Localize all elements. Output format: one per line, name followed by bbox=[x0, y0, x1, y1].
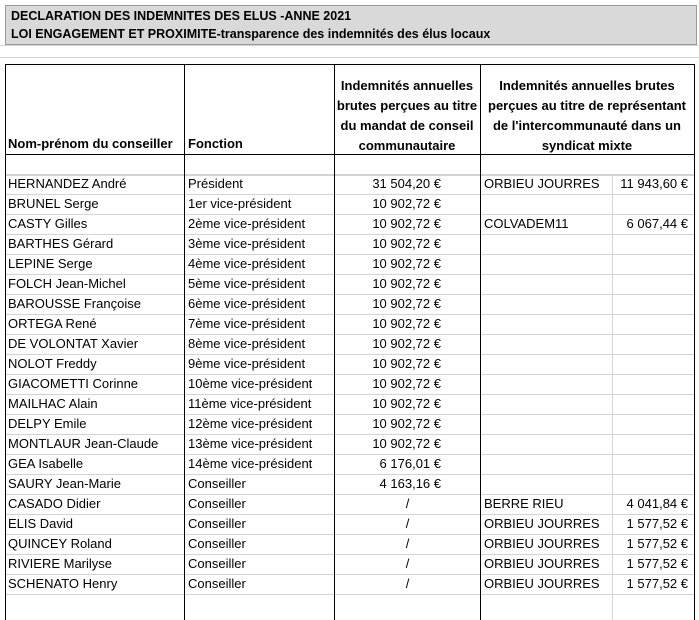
council-amount-cell: / bbox=[405, 556, 410, 571]
council-amount-cell: 10 902,72 € bbox=[372, 316, 441, 331]
person-name: ELIS David bbox=[8, 516, 74, 531]
syndicate-name-cell bbox=[484, 254, 612, 274]
grid-hline bbox=[5, 594, 695, 595]
council-amount-cell: 10 902,72 € bbox=[372, 376, 441, 391]
grid-vline bbox=[480, 64, 481, 620]
syndicate-name-cell bbox=[484, 294, 612, 314]
person-name: GEA Isabelle bbox=[8, 456, 84, 471]
header-function: Fonction bbox=[188, 136, 243, 151]
function-cell: 3ème vice-président bbox=[188, 236, 306, 251]
person-name: GIACOMETTI Corinne bbox=[8, 376, 139, 391]
syndicate-amount-cell bbox=[614, 194, 688, 214]
grid-vline bbox=[5, 64, 6, 620]
syndicate-name-cell bbox=[484, 314, 612, 334]
syndicate-name-cell bbox=[484, 274, 612, 294]
syndicate-amount-cell bbox=[614, 414, 688, 434]
person-name: SAURY Jean-Marie bbox=[8, 476, 121, 491]
council-amount-cell: / bbox=[405, 576, 410, 591]
person-name: MONTLAUR Jean-Claude bbox=[8, 436, 159, 451]
council-amount-cell: 10 902,72 € bbox=[372, 256, 441, 271]
council-amount-cell: 10 902,72 € bbox=[372, 416, 441, 431]
person-name: CASADO Didier bbox=[8, 496, 101, 511]
syndicate-amount-cell: 1 577,52 € bbox=[626, 576, 688, 591]
council-amount-cell: 4 163,16 € bbox=[379, 476, 441, 491]
syndicate-name-cell: ORBIEU JOURRES bbox=[484, 516, 600, 531]
person-name: CASTY Gilles bbox=[8, 216, 88, 231]
grid-vline bbox=[184, 64, 185, 620]
syndicate-amount-cell: 4 041,84 € bbox=[626, 496, 688, 511]
syndicate-name-cell bbox=[484, 474, 612, 494]
person-name: NOLOT Freddy bbox=[8, 356, 97, 371]
syndicate-amount-cell: 6 067,44 € bbox=[626, 216, 688, 231]
syndicate-amount-cell: 11 943,60 € bbox=[620, 176, 688, 191]
header-syndicate-indemnity: Indemnités annuelles brutes perçues au titre de représentant de l'intercommunauté dans un syndicat mixte bbox=[488, 78, 686, 153]
syndicate-name-cell bbox=[484, 334, 612, 354]
grid-vline bbox=[694, 64, 695, 620]
syndicate-name-cell bbox=[484, 374, 612, 394]
syndicate-name-cell bbox=[484, 434, 612, 454]
function-cell: 9ème vice-président bbox=[188, 356, 306, 371]
title-line-2: LOI ENGAGEMENT ET PROXIMITE-transparence des indemnités des élus locaux bbox=[11, 27, 491, 41]
title-box bbox=[5, 5, 697, 45]
function-cell: 2ème vice-président bbox=[188, 216, 306, 231]
title-line-1: DECLARATION DES INDEMNITES DES ELUS -ANNE 2021 bbox=[11, 9, 352, 23]
function-cell: 4ème vice-président bbox=[188, 256, 306, 271]
grid-hline bbox=[0, 45, 699, 46]
function-cell: Conseiller bbox=[188, 576, 246, 591]
function-cell: 7ème vice-président bbox=[188, 316, 306, 331]
council-amount-cell: 10 902,72 € bbox=[372, 216, 441, 231]
function-cell: 5ème vice-président bbox=[188, 276, 306, 291]
syndicate-name-cell: BERRE RIEU bbox=[484, 496, 564, 511]
header-council-indemnity: Indemnités annuelles brutes perçues au titre du mandat de conseil communautaire bbox=[336, 78, 478, 153]
person-name: HERNANDEZ André bbox=[8, 176, 127, 191]
function-cell: Conseiller bbox=[188, 516, 246, 531]
function-cell: 11ème vice-président bbox=[188, 396, 312, 411]
grid-hline bbox=[5, 64, 695, 65]
function-cell: Conseiller bbox=[188, 556, 246, 571]
person-name: BRUNEL Serge bbox=[8, 196, 99, 211]
function-cell: Président bbox=[188, 176, 243, 191]
person-name: FOLCH Jean-Michel bbox=[8, 276, 126, 291]
function-cell: Conseiller bbox=[188, 536, 246, 551]
syndicate-name-cell: ORBIEU JOURRES bbox=[484, 536, 600, 551]
syndicate-amount-cell bbox=[614, 454, 688, 474]
person-name: BARTHES Gérard bbox=[8, 236, 114, 251]
person-name: LEPINE Serge bbox=[8, 256, 93, 271]
syndicate-amount-cell bbox=[614, 294, 688, 314]
council-amount-cell: 10 902,72 € bbox=[372, 336, 441, 351]
syndicate-amount-cell bbox=[614, 254, 688, 274]
syndicate-amount-cell bbox=[614, 274, 688, 294]
syndicate-amount-cell bbox=[614, 394, 688, 414]
person-name: DELPY Emile bbox=[8, 416, 87, 431]
person-name: MAILHAC Alain bbox=[8, 396, 98, 411]
council-amount-cell: 6 176,01 € bbox=[379, 456, 441, 471]
syndicate-name-cell: ORBIEU JOURRES bbox=[484, 576, 600, 591]
council-amount-cell: / bbox=[405, 516, 410, 531]
header-name: Nom-prénom du conseiller bbox=[8, 136, 173, 151]
person-name: BAROUSSE Françoise bbox=[8, 296, 141, 311]
syndicate-amount-cell bbox=[614, 374, 688, 394]
council-amount-cell: 31 504,20 € bbox=[372, 176, 441, 191]
person-name: ORTEGA René bbox=[8, 316, 97, 331]
function-cell: 14ème vice-président bbox=[188, 456, 313, 471]
syndicate-amount-cell: 1 577,52 € bbox=[626, 536, 688, 551]
council-amount-cell: 10 902,72 € bbox=[372, 276, 441, 291]
grid-hline bbox=[0, 57, 699, 58]
syndicate-amount-cell bbox=[614, 334, 688, 354]
syndicate-name-cell bbox=[484, 194, 612, 214]
person-name: SCHENATO Henry bbox=[8, 576, 118, 591]
syndicate-name-cell: ORBIEU JOURRES bbox=[484, 556, 600, 571]
function-cell: 12ème vice-président bbox=[188, 416, 313, 431]
person-name: RIVIERE Marilyse bbox=[8, 556, 113, 571]
person-name: QUINCEY Roland bbox=[8, 536, 112, 551]
person-name: DE VOLONTAT Xavier bbox=[8, 336, 139, 351]
council-amount-cell: 10 902,72 € bbox=[372, 296, 441, 311]
syndicate-name-cell: ORBIEU JOURRES bbox=[484, 176, 600, 191]
council-amount-cell: 10 902,72 € bbox=[372, 236, 441, 251]
syndicate-name-cell bbox=[484, 234, 612, 254]
function-cell: Conseiller bbox=[188, 496, 246, 511]
function-cell: Conseiller bbox=[188, 476, 246, 491]
syndicate-name-cell bbox=[484, 354, 612, 374]
function-cell: 13ème vice-président bbox=[188, 436, 313, 451]
syndicate-amount-cell: 1 577,52 € bbox=[626, 556, 688, 571]
council-amount-cell: / bbox=[405, 536, 410, 551]
syndicate-amount-cell bbox=[614, 234, 688, 254]
syndicate-name-cell bbox=[484, 414, 612, 434]
council-amount-cell: / bbox=[405, 496, 410, 511]
syndicate-name-cell: COLVADEM11 bbox=[484, 216, 569, 231]
syndicate-amount-cell bbox=[614, 474, 688, 494]
council-amount-cell: 10 902,72 € bbox=[372, 436, 441, 451]
council-amount-cell: 10 902,72 € bbox=[372, 196, 441, 211]
syndicate-amount-cell bbox=[614, 354, 688, 374]
council-amount-cell: 10 902,72 € bbox=[372, 356, 441, 371]
function-cell: 10ème vice-président bbox=[188, 376, 313, 391]
function-cell: 8ème vice-président bbox=[188, 336, 306, 351]
syndicate-name-cell bbox=[484, 454, 612, 474]
syndicate-amount-cell bbox=[614, 434, 688, 454]
grid-vline bbox=[612, 174, 613, 620]
syndicate-name-cell bbox=[484, 394, 612, 414]
function-cell: 1er vice-président bbox=[188, 196, 292, 211]
council-amount-cell: 10 902,72 € bbox=[372, 396, 441, 411]
function-cell: 6ème vice-président bbox=[188, 296, 306, 311]
syndicate-amount-cell: 1 577,52 € bbox=[626, 516, 688, 531]
syndicate-amount-cell bbox=[614, 314, 688, 334]
